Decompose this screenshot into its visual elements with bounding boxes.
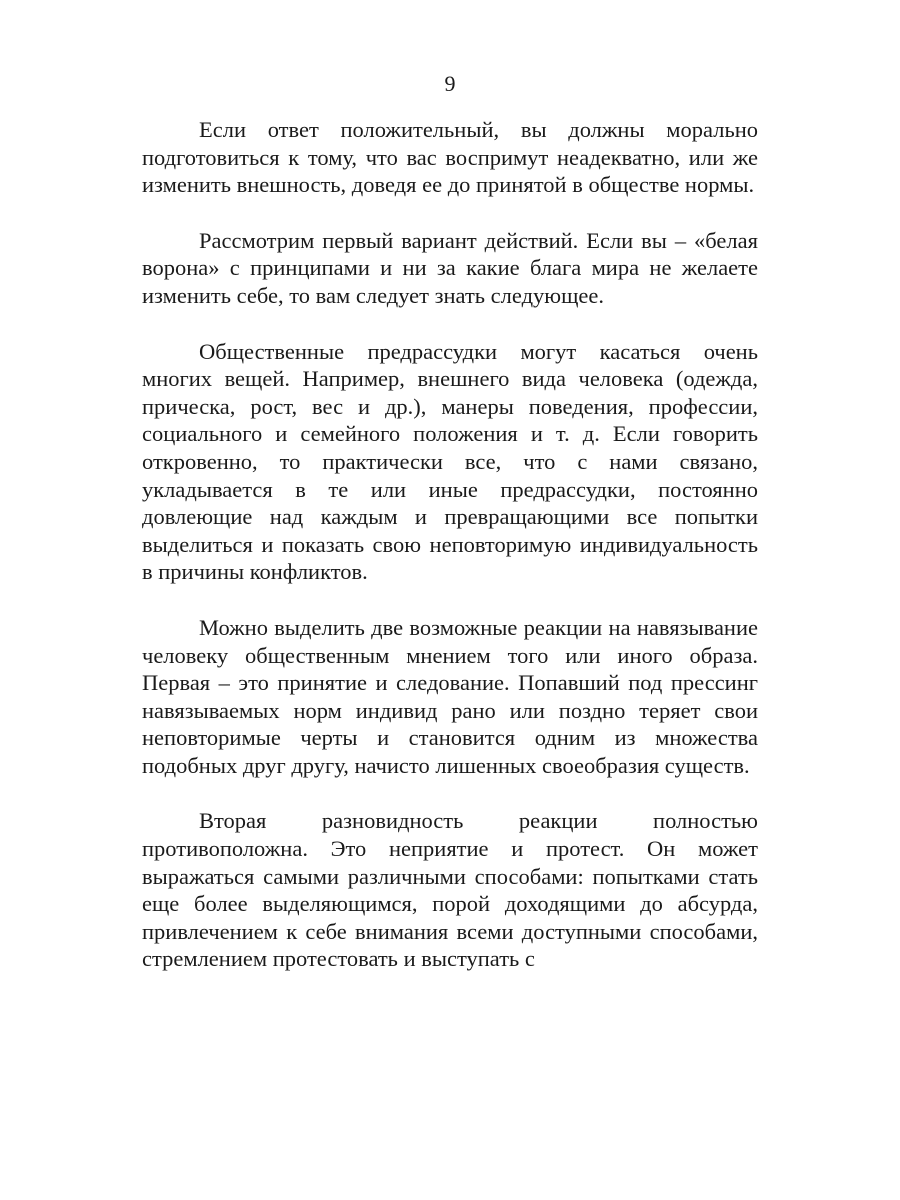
paragraph-5: Вторая разновидность реакции полностью противоположна. Это неприятие и протест. Он может выражаться самыми различными способами: попытками стать еще более выделяющимся, порой доходящими до абсурда, привлечением к себе внимания всеми доступными способами, стремлением протестовать и выступать с	[142, 808, 758, 972]
paragraph-2: Рассмотрим первый вариант действий. Если вы – «белая ворона» с принципами и ни за какие блага мира не желаете изменить себе, то вам следует знать следующее.	[142, 227, 758, 308]
body-text	[142, 116, 758, 973]
paragraph-4: Можно выделить две возможные реакции на навязывание человеку общественным мнением того или иного образа. Первая – это принятие и следование. Попавший под прессинг навязываемых норм индивид рано или поздно теряет свои неповторимые черты и становится одним из множества подобных друг другу, начисто лишенных своеобразия существ.	[142, 614, 758, 778]
page-number: 9	[444, 71, 456, 96]
paragraph-3: Общественные предрассудки могут касаться очень многих вещей. Например, внешнего вида человека (одежда, прическа, рост, вес и др.), манеры поведения, профессии, социального и семейного положения и т. д. Если говорить откровенно, то практически все, что с нами связано, укладывается в те или иные предрассудки, постоянно довлеющие над каждым и превращающими все попытки выделиться и показать свою неповторимую индивидуальность в причины конфликтов.	[142, 338, 758, 585]
paragraph-1: Если ответ положительный, вы должны морально подготовиться к тому, что вас воспримут неадекватно, или же изменить внешность, доведя ее до принятой в обществе нормы.	[142, 117, 758, 198]
